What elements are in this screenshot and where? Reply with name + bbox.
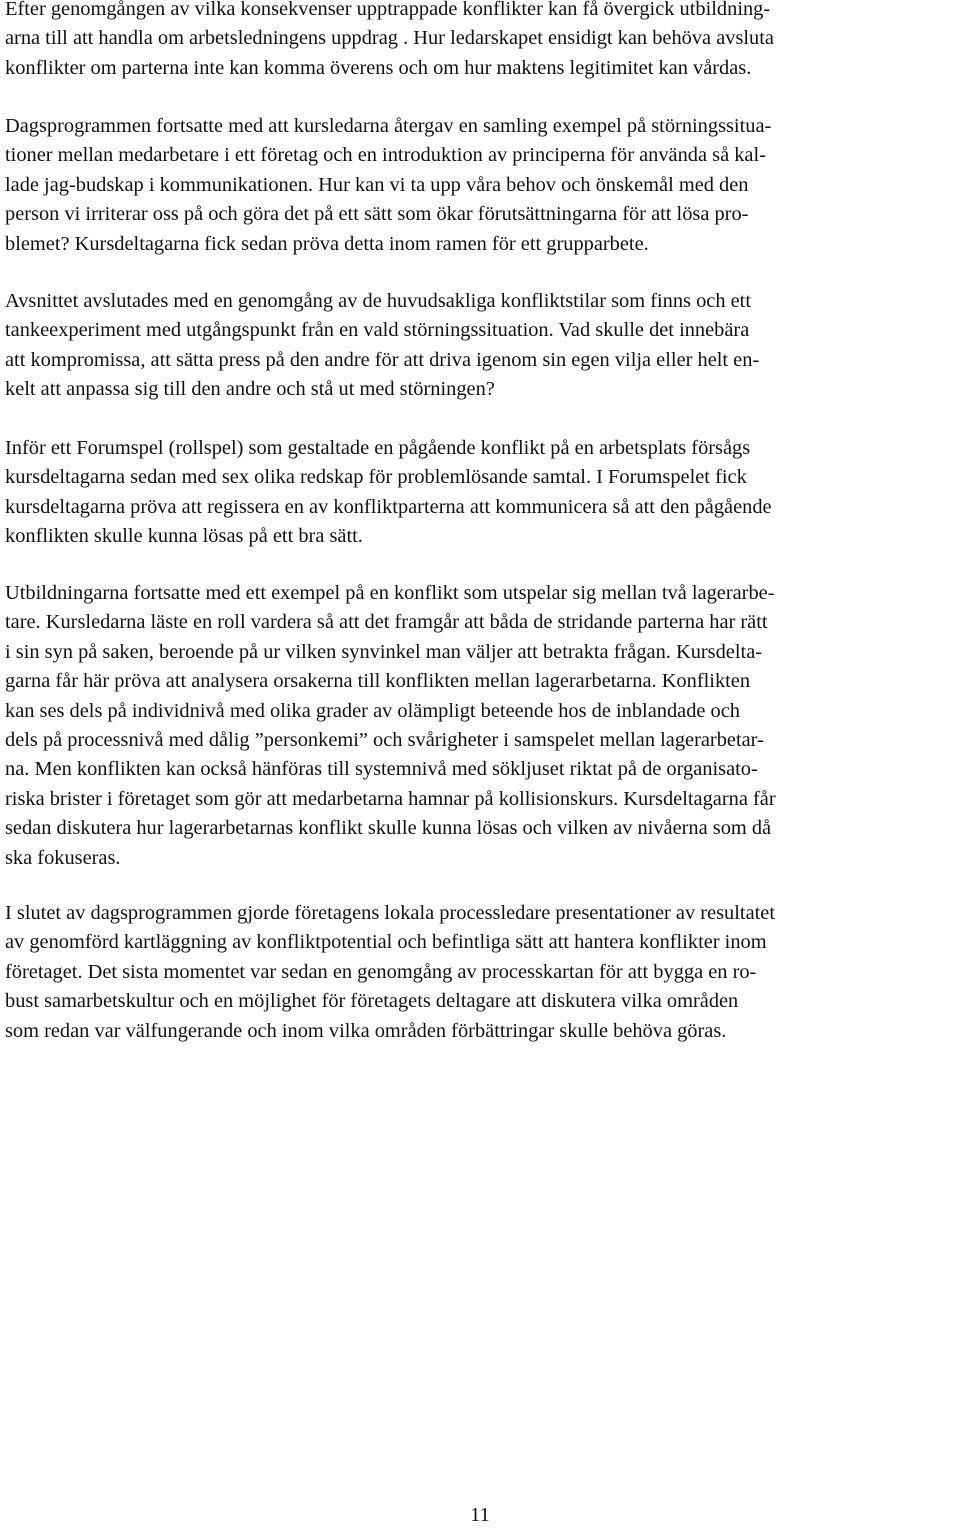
text-line: na. Men konflikten kan också hänföras till systemnivå med sökljuset riktat på de organisato- xyxy=(5,758,758,781)
paragraph-day-program xyxy=(5,112,771,259)
paragraph-conflict-escalation xyxy=(5,0,774,83)
text-line: Efter genomgången av vilka konsekvenser upptrappade konflikter kan få övergick utbildning- xyxy=(5,0,771,20)
text-line: kelt att anpassa sig till den andre och stå ut med störningen? xyxy=(5,378,495,401)
text-line: kursdeltagarna pröva att regissera en av konfliktparterna att kommunicera så att den pågående xyxy=(5,495,772,518)
text-line: Utbildningarna fortsatte med ett exempel på en konflikt som utspelar sig mellan två lagerarbe- xyxy=(5,582,775,604)
text-line: i sin syn på saken, beroende på ur vilken synvinkel man väljer att betrakta frågan. Kursdelta- xyxy=(5,640,763,663)
text-line: ska fokuseras. xyxy=(5,846,121,869)
text-line: I slutet av dagsprogrammen gjorde företagens lokala processledare presentationer av resultatet xyxy=(5,902,776,924)
text-line: arna till att handla om arbetsledningens uppdrag . Hur ledarskapet ensidigt kan behöva avsluta xyxy=(5,27,774,50)
text-line: Inför ett Forumspel (rollspel) som gestaltade en pågående konflikt på en arbetsplats försågs xyxy=(5,437,751,459)
text-line: att kompromissa, att sätta press på den andre för att driva igenom sin egen vilja eller helt en- xyxy=(5,348,760,371)
text-line: lade jag-budskap i kommunikationen. Hur kan vi ta upp våra behov och önskemål med den xyxy=(5,173,749,196)
page-number: 11 xyxy=(470,1504,490,1526)
text-line: tioner mellan medarbetare i ett företag och en introduktion av principerna för använda så kal- xyxy=(5,144,766,167)
text-line: företaget. Det sista momentet var sedan en genomgång av processkartan för att bygga en ro- xyxy=(5,960,757,983)
paragraph-conflict-styles xyxy=(5,287,759,405)
paragraph-process-leaders xyxy=(5,899,775,1046)
text-line: Avsnittet avslutades med en genomgång av de huvudsakliga konfliktstilar som finns och ett xyxy=(5,290,751,312)
text-line: person vi irriterar oss på och göra det på ett sätt som ökar förutsättningarna för att lösa pro- xyxy=(5,203,749,226)
text-line: sedan diskutera hur lagerarbetarnas konflikt skulle kunna lösas och vilken av nivåerna som då xyxy=(5,817,772,840)
text-line: bust samarbetskultur och en möjlighet för företagets deltagare att diskutera vilka områden xyxy=(5,990,739,1013)
text-line: blemet? Kursdeltagarna fick sedan pröva detta inom ramen för ett grupparbete. xyxy=(5,232,649,255)
text-line: tare. Kursledarna läste en roll vardera så att det framgår att båda de stridande parterna har rätt xyxy=(5,611,768,634)
text-line: garna får här pröva att analysera orsakerna till konflikten mellan lagerarbetarna. Konflikten xyxy=(5,670,751,693)
text-line: Dagsprogrammen fortsatte med att kursledarna återgav en samling exempel på störningssitua- xyxy=(5,115,772,137)
paragraph-forum-play xyxy=(5,434,772,552)
text-line: konflikter om parterna inte kan komma överens och om hur maktens legitimitet kan vårdas. xyxy=(5,56,752,79)
paragraph-warehouse-conflict xyxy=(5,579,776,873)
text-line: som redan var välfungerande och inom vilka områden förbättringar skulle behöva göras. xyxy=(5,1019,727,1042)
text-line: tankeexperiment med utgångspunkt från en vald störningssituation. Vad skulle det innebära xyxy=(5,319,750,342)
text-line: riska brister i företaget som gör att medarbetarna hamnar på kollisionskurs. Kursdeltagarna får xyxy=(5,787,776,810)
text-line: kan ses dels på individnivå med olika grader av olämpligt beteende hos de inblandade och xyxy=(5,699,740,722)
text-line: av genomförd kartläggning av konfliktpotential och befintliga sätt att hantera konflikter inom xyxy=(5,931,767,954)
text-line: kursdeltagarna sedan med sex olika redskap för problemlösande samtal. I Forumspelet fick xyxy=(5,466,747,489)
text-line: dels på processnivå med dålig ”personkemi” och svårigheter i samspelet mellan lagerarbetar- xyxy=(5,729,764,752)
text-line: konflikten skulle kunna lösas på ett bra sätt. xyxy=(5,525,363,548)
